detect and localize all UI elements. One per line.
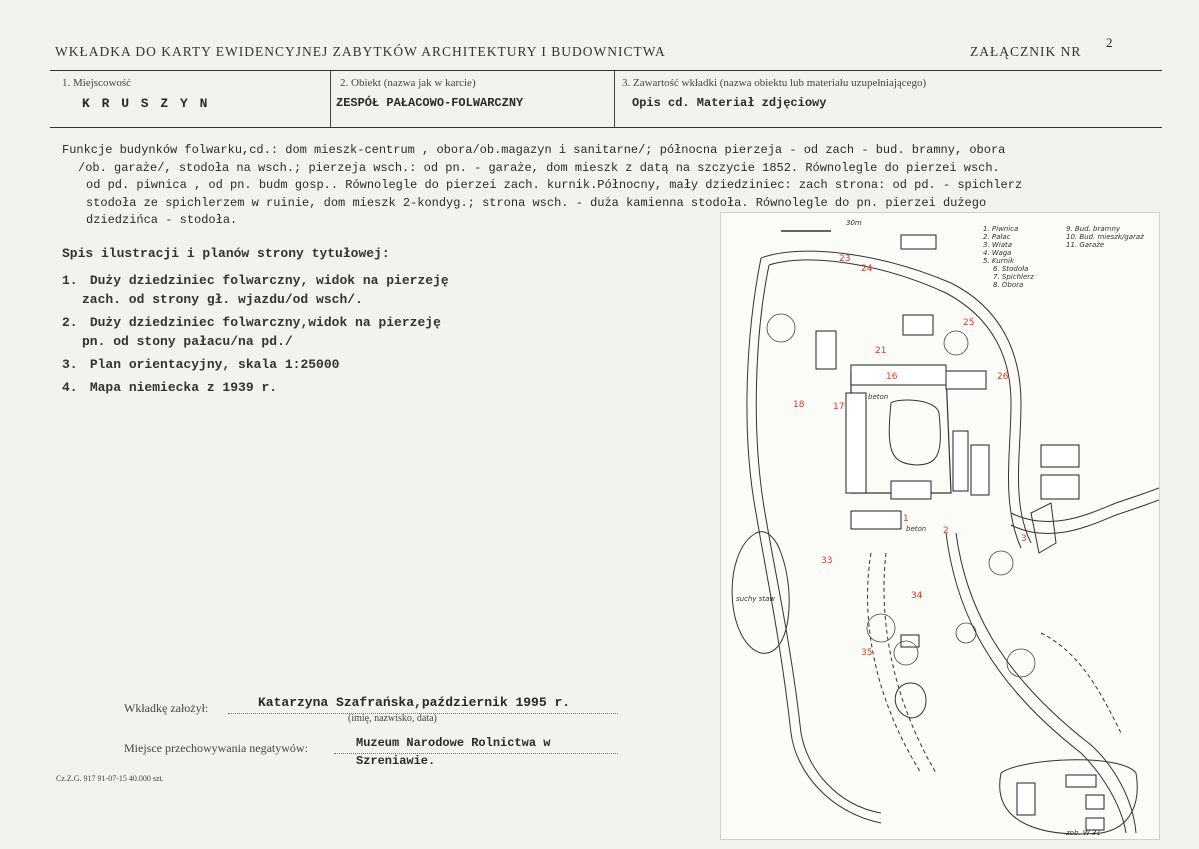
- item-text: Plan orientacyjny, skala 1:25000: [89, 357, 340, 372]
- item-number: 1.: [62, 273, 78, 288]
- building: [903, 315, 933, 335]
- item-text: pn. od stony pałacu/na pd./: [82, 334, 293, 349]
- illustration-heading: Spis ilustracji i planów strony tytułowej:: [62, 246, 390, 261]
- description-line: Funkcje budynków folwarku,cd.: dom mieszk-centrum , obora/ob.magazyn i sanitarne/; północna pierzeja - od zach - bud. bramny, obora: [62, 143, 1006, 157]
- scale-label: 30m: [846, 219, 862, 227]
- building: [946, 371, 986, 389]
- item-number: 4.: [62, 380, 78, 395]
- tree: [944, 331, 968, 355]
- legend-item: 10. Bud. mieszk/garaż: [1066, 233, 1144, 241]
- illustration-item: [62, 313, 449, 351]
- photo-number: 3: [1021, 534, 1027, 544]
- photo-number: 33: [821, 556, 833, 566]
- path-line: [884, 553, 936, 773]
- legend-item: 7. Spichlerz: [993, 273, 1034, 281]
- photo-number: 25: [963, 318, 975, 328]
- description-line: dziedzińca - stodoła.: [86, 213, 238, 227]
- pond-label: suchy staw: [736, 595, 776, 603]
- legend-item: 2. Pałac: [983, 233, 1011, 241]
- tree: [989, 551, 1013, 575]
- photo-number: 16: [886, 372, 898, 382]
- photo-number: 18: [793, 400, 805, 410]
- legend-item: 8. Obora: [993, 281, 1024, 289]
- building: [1041, 445, 1079, 467]
- building: [1086, 795, 1104, 809]
- field-locality-label: 1. Miejscowość: [62, 77, 132, 89]
- header-bottom-rule: [50, 127, 1162, 128]
- road-line: [956, 533, 1136, 833]
- field-object-value: ZESPÓŁ PAŁACOWO-FOLWARCZNY: [336, 96, 524, 110]
- photo-number: 23: [839, 254, 851, 264]
- description-line: od pd. piwnica , od pn. budm gosp.. Równolegle do pierzei zach. kurnik.Północny, mały dziedziniec: zach strona: od pd. - spichlerz: [86, 178, 1023, 192]
- annex-label: ZAŁĄCZNIK NR: [970, 44, 1082, 59]
- document-title: WKŁADKA DO KARTY EWIDENCYJNEJ ZABYTKÓW ARCHITEKTURY I BUDOWNICTWA: [55, 44, 666, 59]
- site-plan-drawing: [721, 213, 1159, 839]
- field-content-value: Opis cd. Materiał zdjęciowy: [632, 96, 827, 110]
- round-feature: [895, 683, 926, 718]
- path-line: [1041, 633, 1121, 733]
- map-legend-left: [983, 225, 1034, 289]
- road-line: [747, 258, 881, 823]
- building: [816, 331, 836, 369]
- illustration-item: [62, 271, 449, 309]
- photo-number: 1: [903, 514, 909, 524]
- road-line: [1011, 488, 1159, 522]
- field-divider-1: [330, 71, 331, 127]
- building: [1041, 475, 1079, 499]
- storage-label: Miejsce przechowywania negatywów:: [124, 741, 308, 755]
- founded-hint: (imię, nazwisko, data): [348, 713, 437, 724]
- illustration-item: [62, 378, 449, 397]
- photo-number: 21: [875, 346, 887, 356]
- photo-number: 26: [997, 372, 1009, 382]
- legend-item: 5. Kurnik: [983, 257, 1015, 265]
- field-content-label: 3. Zawartość wkładki (nazwa obiektu lub materiału uzupełniającego): [622, 77, 927, 89]
- illustration-list: [62, 244, 449, 401]
- legend-item: 1. Piwnica: [983, 225, 1019, 233]
- photo-number: 17: [833, 402, 845, 412]
- road-line: [1011, 500, 1159, 534]
- photo-number: 24: [861, 264, 873, 274]
- photo-number: 2: [943, 526, 949, 536]
- building: [901, 235, 936, 249]
- legend-item: 3. Wiata: [983, 241, 1013, 249]
- building: [891, 481, 931, 499]
- road-line: [769, 260, 1021, 548]
- item-text: Duży dziedziniec folwarczny, widok na pierzeję: [89, 273, 449, 288]
- field-divider-2: [614, 71, 615, 127]
- building: [846, 393, 866, 493]
- storage-value-1: Muzeum Narodowe Rolnictwa w: [356, 736, 551, 750]
- paving-label: beton: [906, 525, 927, 533]
- photo-number: 35: [861, 648, 873, 658]
- field-locality-value: K R U S Z Y N: [82, 96, 210, 111]
- building: [1066, 775, 1096, 787]
- item-text: Mapa niemiecka z 1939 r.: [89, 380, 278, 395]
- tree: [1007, 649, 1035, 677]
- illustration-item: [62, 355, 449, 374]
- road-line: [946, 533, 1126, 833]
- building: [971, 445, 989, 495]
- legend-item: 11. Garaże: [1066, 241, 1105, 249]
- header-top-rule: [50, 70, 1162, 71]
- legend-item: 9. Bud. bramny: [1066, 225, 1121, 233]
- description-line: /ob. garaże/, stodoła na wsch.; pierzeja wsch.: od pn. - garaże, dom mieszk z datą na szczycie 1852. Równolegle do pierzei wsch.: [78, 160, 1000, 175]
- tree: [867, 614, 895, 642]
- legend-item: 4. Waga: [983, 249, 1012, 257]
- item-number: 3.: [62, 357, 78, 372]
- item-text: zach. od strony gł. wjazdu/od wsch/.: [82, 292, 363, 307]
- building: [851, 365, 946, 385]
- founded-label: Wkładkę założył:: [124, 701, 209, 715]
- reference-label: zob. W 31: [1066, 829, 1101, 837]
- tree: [767, 314, 795, 342]
- description-line: stodoła ze spichlerzem w ruinie, dom mieszk 2-kondyg.; strona wsch. - duża kamienna stodoła. Równolegle do pn. pierzei dużego: [86, 195, 987, 210]
- item-number: 2.: [62, 315, 78, 330]
- photo-number: 34: [911, 591, 923, 601]
- founded-value: Katarzyna Szafrańska,październik 1995 r.: [258, 695, 571, 710]
- legend-item: 6. Stodoła: [993, 265, 1029, 273]
- dry-pond: [732, 532, 789, 654]
- tree-cluster: [1031, 503, 1056, 553]
- map-legend-right: [1066, 225, 1144, 249]
- building: [851, 511, 901, 529]
- storage-value-2: Szreniawie.: [356, 754, 436, 768]
- building: [953, 431, 968, 491]
- tree: [956, 623, 976, 643]
- item-text: Duży dziedziniec folwarczny,widok na pierzeję: [89, 315, 441, 330]
- building: [1017, 783, 1035, 815]
- inner-lawn: [889, 400, 940, 465]
- annex-number: 2: [1106, 35, 1113, 50]
- field-object-label: 2. Obiekt (nazwa jak w karcie): [340, 77, 476, 89]
- paving-label: beton: [868, 393, 889, 401]
- print-code: Cz.Z.G. 917 91-07-15 40.000 szt.: [56, 774, 164, 783]
- site-plan-map: [720, 212, 1160, 840]
